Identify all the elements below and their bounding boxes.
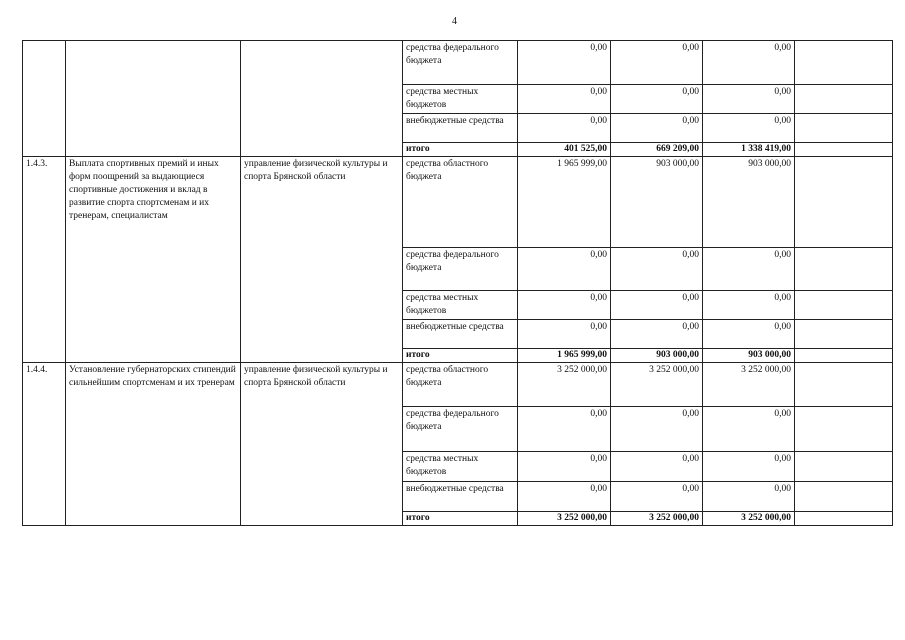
value-year3-cell: 903 000,00 <box>703 157 795 248</box>
value-year2-cell: 0,00 <box>611 85 703 114</box>
value-year1-cell: 1 965 999,00 <box>518 157 611 248</box>
value-year2-cell: 0,00 <box>611 41 703 85</box>
value-year3-cell: 0,00 <box>703 114 795 143</box>
value-year2-cell: 3 252 000,00 <box>611 363 703 407</box>
value-year2-cell: 0,00 <box>611 114 703 143</box>
total-year1-cell: 1 965 999,00 <box>518 349 611 363</box>
item-number-cell <box>23 41 66 157</box>
value-year2-cell: 903 000,00 <box>611 157 703 248</box>
value-year1-cell: 0,00 <box>518 248 611 291</box>
page-number: 4 <box>452 16 457 27</box>
funding-source-cell: средства федерального бюджета <box>403 407 518 452</box>
empty-cell <box>795 320 893 349</box>
value-year1-cell: 0,00 <box>518 452 611 482</box>
table-row <box>23 41 893 85</box>
value-year3-cell: 3 252 000,00 <box>703 363 795 407</box>
empty-cell <box>795 363 893 407</box>
item-number-cell: 1.4.3. <box>23 157 66 363</box>
funding-source-cell: внебюджетные средства <box>403 114 518 143</box>
value-year1-cell: 0,00 <box>518 291 611 320</box>
total-label-cell: итого <box>403 143 518 157</box>
total-label-cell: итого <box>403 349 518 363</box>
total-year2-cell: 669 209,00 <box>611 143 703 157</box>
budget-table <box>22 40 893 526</box>
empty-cell <box>795 114 893 143</box>
value-year3-cell: 0,00 <box>703 452 795 482</box>
empty-cell <box>795 143 893 157</box>
value-year1-cell: 0,00 <box>518 407 611 452</box>
table-row <box>23 157 893 248</box>
value-year3-cell: 0,00 <box>703 85 795 114</box>
funding-source-cell: внебюджетные средства <box>403 320 518 349</box>
total-year1-cell: 3 252 000,00 <box>518 512 611 526</box>
value-year1-cell: 0,00 <box>518 320 611 349</box>
total-year3-cell: 1 338 419,00 <box>703 143 795 157</box>
item-name-cell: Выплата спортивных премий и иных форм поощрений за выдающиеся спортивные достижения и вклад в развитие спорта спортсменам и их тренерам, специалистам <box>66 157 241 363</box>
funding-source-cell: средства областного бюджета <box>403 157 518 248</box>
empty-cell <box>795 248 893 291</box>
funding-source-cell: внебюджетные средства <box>403 482 518 512</box>
total-year3-cell: 3 252 000,00 <box>703 512 795 526</box>
item-name-cell <box>66 41 241 157</box>
total-year2-cell: 903 000,00 <box>611 349 703 363</box>
funding-source-cell: средства федерального бюджета <box>403 248 518 291</box>
value-year3-cell: 0,00 <box>703 320 795 349</box>
total-year2-cell: 3 252 000,00 <box>611 512 703 526</box>
total-year3-cell: 903 000,00 <box>703 349 795 363</box>
empty-cell <box>795 41 893 85</box>
value-year2-cell: 0,00 <box>611 407 703 452</box>
item-executor-cell: управление физической культуры и спорта Брянской области <box>241 157 403 363</box>
value-year1-cell: 0,00 <box>518 41 611 85</box>
empty-cell <box>795 85 893 114</box>
table-row <box>23 363 893 407</box>
total-label-cell: итого <box>403 512 518 526</box>
value-year3-cell: 0,00 <box>703 41 795 85</box>
value-year1-cell: 0,00 <box>518 114 611 143</box>
funding-source-cell: средства местных бюджетов <box>403 85 518 114</box>
value-year2-cell: 0,00 <box>611 452 703 482</box>
value-year3-cell: 0,00 <box>703 248 795 291</box>
empty-cell <box>795 349 893 363</box>
empty-cell <box>795 512 893 526</box>
empty-cell <box>795 291 893 320</box>
value-year1-cell: 0,00 <box>518 482 611 512</box>
value-year3-cell: 0,00 <box>703 482 795 512</box>
item-executor-cell: управление физической культуры и спорта Брянской области <box>241 363 403 526</box>
value-year3-cell: 0,00 <box>703 407 795 452</box>
empty-cell <box>795 157 893 248</box>
value-year3-cell: 0,00 <box>703 291 795 320</box>
value-year2-cell: 0,00 <box>611 320 703 349</box>
value-year1-cell: 0,00 <box>518 85 611 114</box>
value-year1-cell: 3 252 000,00 <box>518 363 611 407</box>
empty-cell <box>795 407 893 452</box>
total-year1-cell: 401 525,00 <box>518 143 611 157</box>
funding-source-cell: средства областного бюджета <box>403 363 518 407</box>
item-executor-cell <box>241 41 403 157</box>
item-number-cell: 1.4.4. <box>23 363 66 526</box>
item-name-cell: Установление губернаторских стипендий сильнейшим спортсменам и их тренерам <box>66 363 241 526</box>
funding-source-cell: средства местных бюджетов <box>403 452 518 482</box>
funding-source-cell: средства федерального бюджета <box>403 41 518 85</box>
value-year2-cell: 0,00 <box>611 291 703 320</box>
empty-cell <box>795 452 893 482</box>
empty-cell <box>795 482 893 512</box>
value-year2-cell: 0,00 <box>611 482 703 512</box>
funding-source-cell: средства местных бюджетов <box>403 291 518 320</box>
value-year2-cell: 0,00 <box>611 248 703 291</box>
